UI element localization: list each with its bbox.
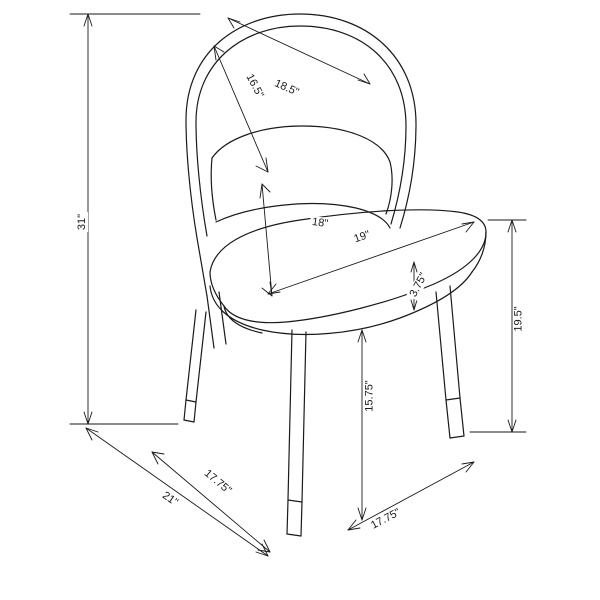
dim-line-seat-depth [260,184,272,296]
dim-label-overall-height: 31" [76,213,89,231]
dim-line-overall-height [70,14,200,424]
dim-label-seat-height: 19.5" [512,306,525,332]
dim-label-back-inner-width: 16.5" [243,72,266,100]
dim-label-depth-front-to-back: 17.75" [201,467,234,497]
chair-back-outer-frame [186,14,416,296]
dim-line-overall-depth [86,428,268,556]
dim-label-overall-depth: 21" [160,489,181,509]
dim-label-seat-width: 19" [352,228,372,246]
dim-label-seat-depth: 18" [311,215,329,231]
dim-label-seat-cushion-height: 3.75" [407,271,430,299]
seat-cushion [210,210,486,335]
dim-line-back-inner-width [214,46,268,172]
dim-label-leg-spread-height: 15.75" [363,380,376,412]
dim-label-leg-span-front: 17.75" [369,506,403,532]
dim-line-leg-span-front [348,462,474,530]
chair-legs [184,286,464,536]
dim-label-back-outer-width: 18.5" [272,77,301,99]
dim-line-leg-spread-height [358,330,366,520]
